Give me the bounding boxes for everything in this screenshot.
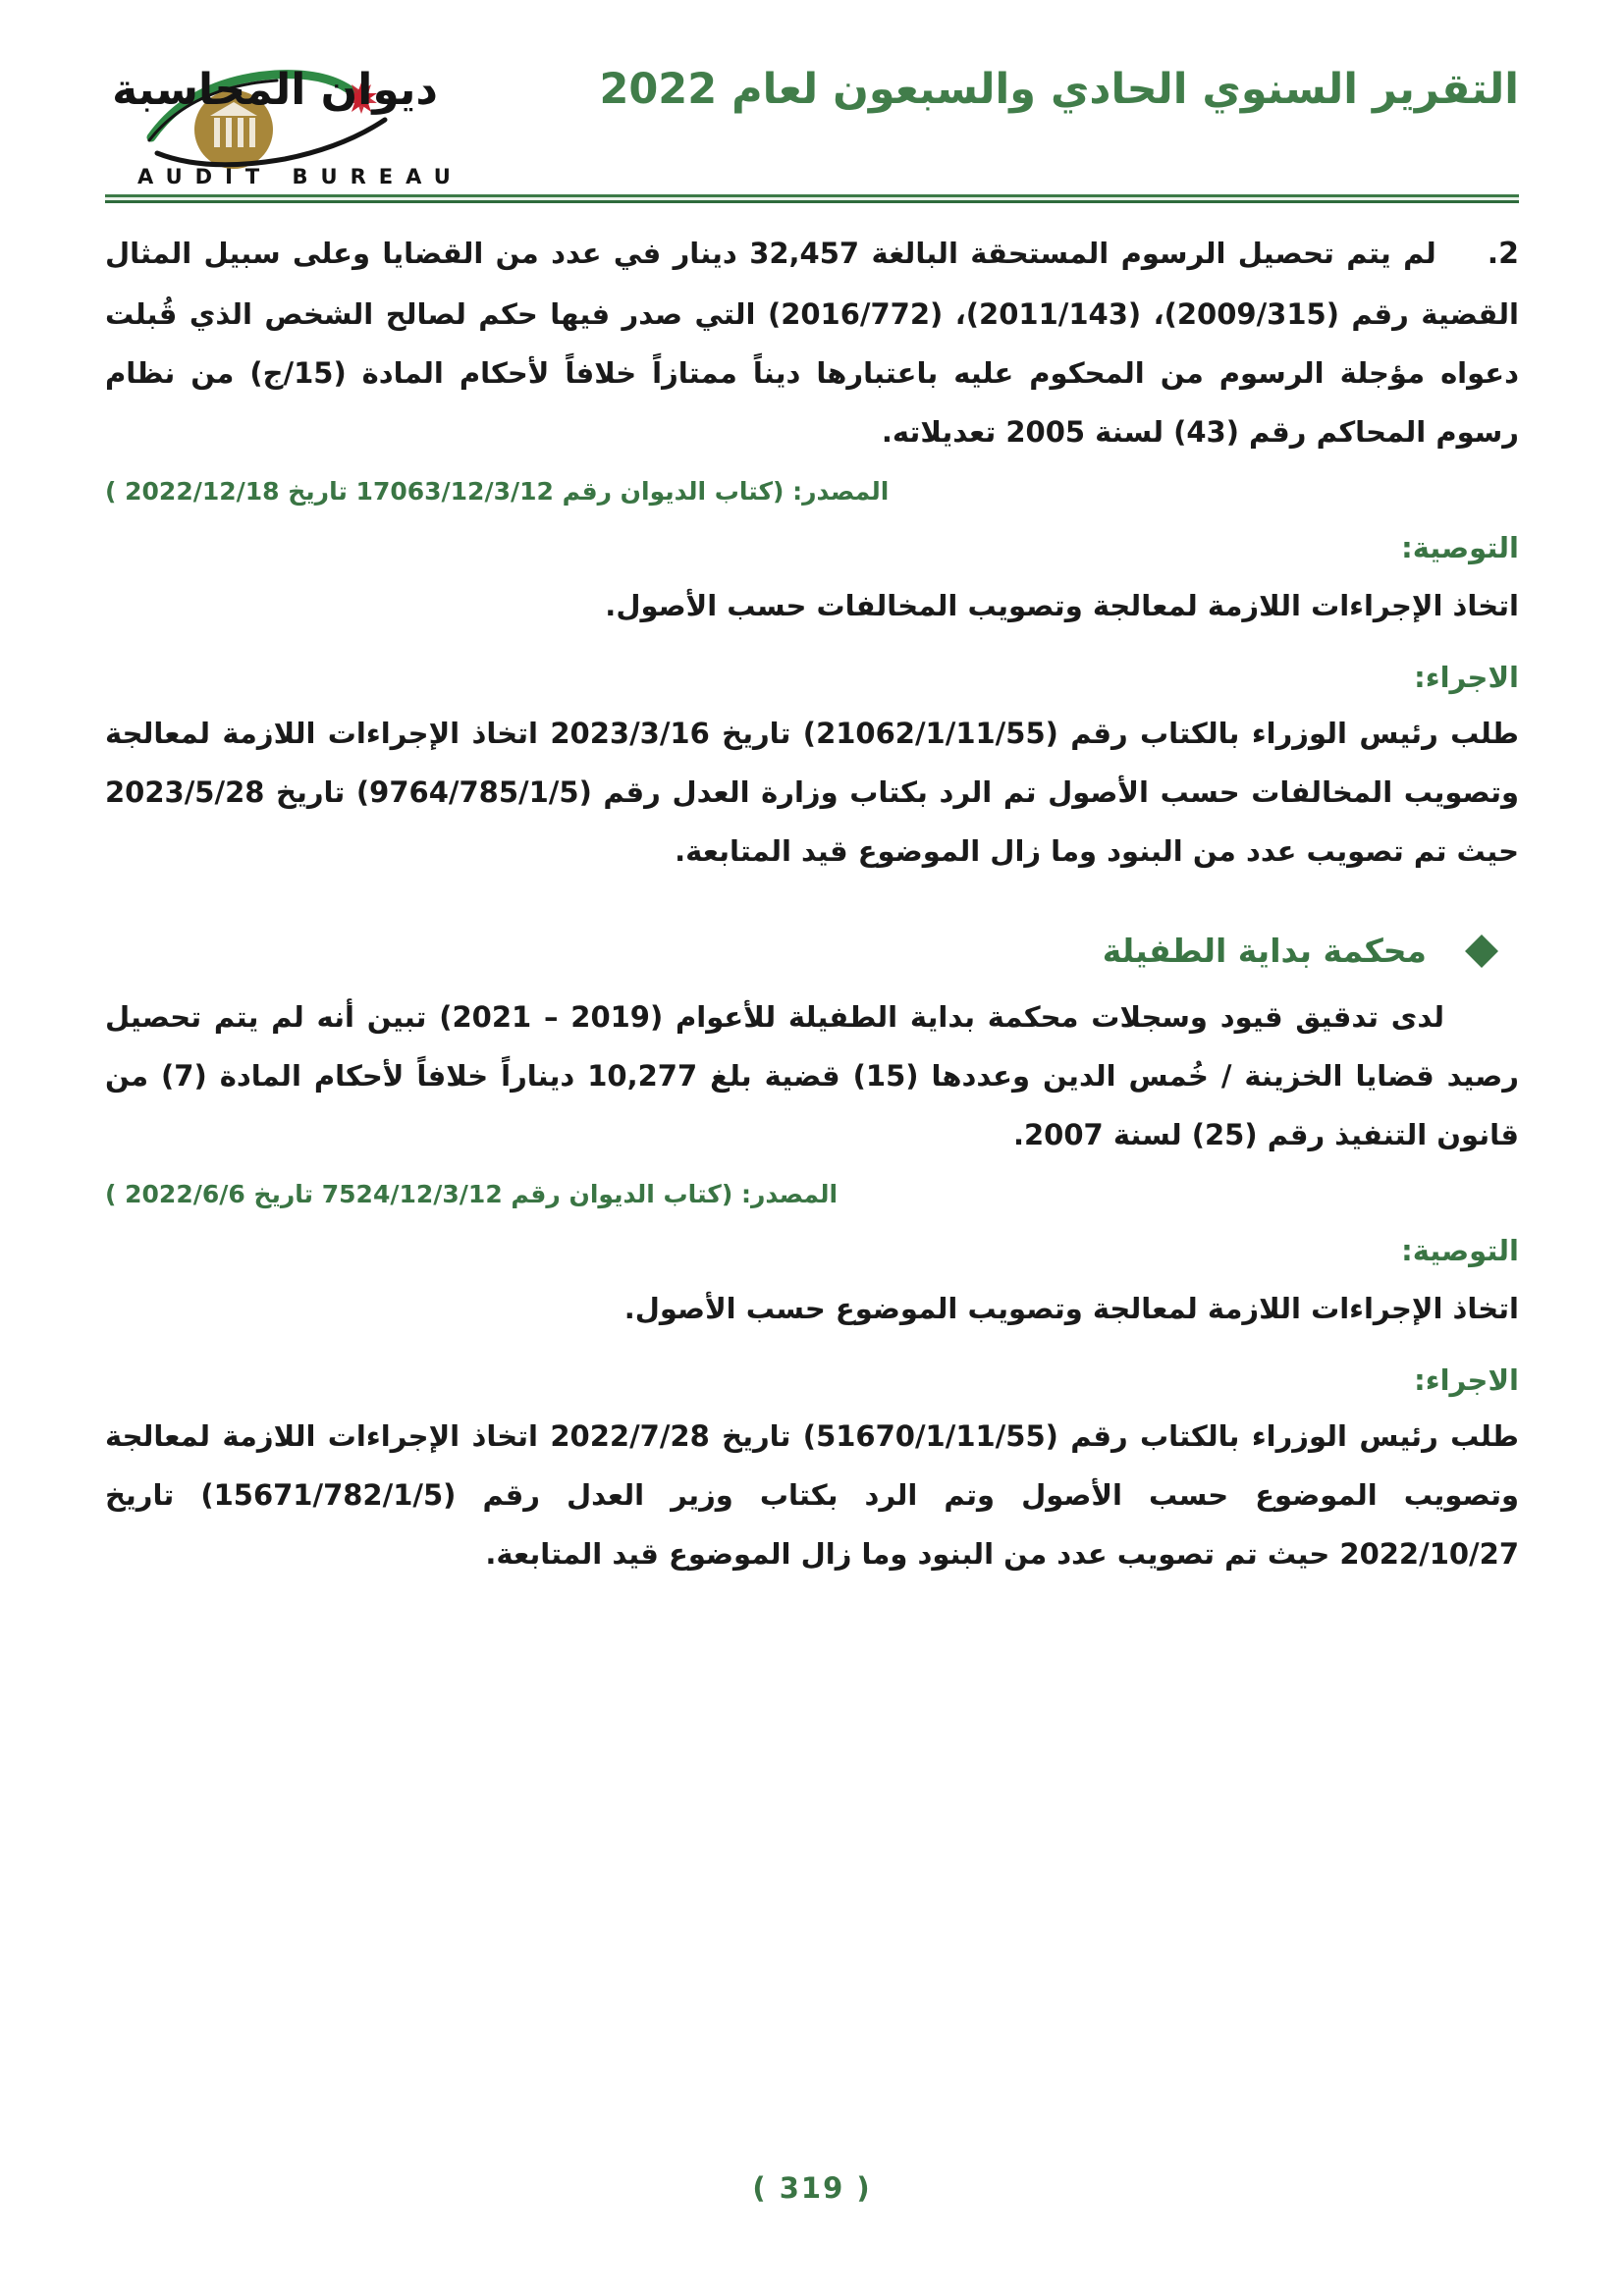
header-divider [105, 194, 1519, 203]
page-number: ( 319 ) [752, 2171, 872, 2205]
logo-arabic-text: ديوان المحاسبة [112, 65, 438, 115]
recommendation-label: التوصية: [1401, 531, 1519, 565]
source-line: المصدر: (كتاب الديوان رقم 7524/12/3/12 تاريخ 2022/6/6 ) [105, 1180, 839, 1209]
action-label: الاجراء: [1414, 1363, 1519, 1398]
section-heading-text: محكمة بداية الطفيلة [1102, 932, 1427, 971]
source-line: المصدر: (كتاب الديوان رقم 17063/12/3/12 تاريخ 2022/12/18 ) [105, 477, 890, 507]
section-heading-tafileh-court [105, 932, 1519, 970]
report-title: التقرير السنوي الحادي والسبعون لعام 2022 [599, 65, 1519, 114]
finding-paragraph [105, 224, 1519, 461]
audit-bureau-logo [112, 43, 463, 188]
action-text: طلب رئيس الوزراء بالكتاب رقم (51670/1/11/55) تاريخ 2022/7/28 اتخاذ الإجراءات اللازمة لمعالجة وتصويب الموضوع حسب الأصول وتم الرد بكتاب وزير العدل رقم (15671/782/1/5) تاريخ 2022/10/27 حيث تم تصويب عدد من البنود وما زال الموضوع قيد المتابعة. [105, 1419, 1519, 1572]
finding-text: لم يتم تحصيل الرسوم المستحقة البالغة 32,457 دينار في عدد من القضايا وعلى سبيل المثال القضية رقم (2009/315)، (2011/143)، (2016/772) التي صدر فيها حكم لصالح الشخص الذي قُبلت دعواه مؤجلة الرسوم من المحكوم عليه باعتبارها ديناً ممتازاً خلافاً لأحكام المادة (15/ج) من نظام رسوم المحاكم رقم (43) لسنة 2005 تعديلاته. [105, 237, 1519, 450]
recommendation-text: اتخاذ الإجراءات اللازمة لمعالجة وتصويب المخالفات حسب الأصول. [605, 589, 1519, 623]
diamond-bullet-icon [1465, 934, 1498, 968]
finding-number: 2. [1487, 237, 1519, 271]
recommendation-text: اتخاذ الإجراءات اللازمة لمعالجة وتصويب الموضوع حسب الأصول. [623, 1292, 1519, 1326]
report-body [105, 210, 1519, 1583]
finding-paragraph: لدى تدقيق قيود وسجلات محكمة بداية الطفيلة للأعوام (2019 – 2021) تبين أنه لم يتم تحصيل رصيد قضايا الخزينة / خُمس الدين وعددها (15) قضية بلغ 10,277 ديناراً خلافاً لأحكام المادة (7) من قانون التنفيذ رقم (25) لسنة 2007. [105, 1000, 1519, 1152]
page-footer [0, 2171, 1624, 2205]
action-text: طلب رئيس الوزراء بالكتاب رقم (21062/1/11/55) تاريخ 2023/3/16 اتخاذ الإجراءات اللازمة لمعالجة وتصويب المخالفات حسب الأصول تم الرد بكتاب وزارة العدل رقم (9764/785/1/5) تاريخ 2023/5/28 حيث تم تصويب عدد من البنود وما زال الموضوع قيد المتابعة. [105, 717, 1519, 869]
page-header [0, 0, 1624, 196]
action-label: الاجراء: [1414, 661, 1519, 695]
recommendation-label: التوصية: [1401, 1234, 1519, 1268]
logo-latin-text: AUDIT BUREAU [137, 165, 463, 188]
